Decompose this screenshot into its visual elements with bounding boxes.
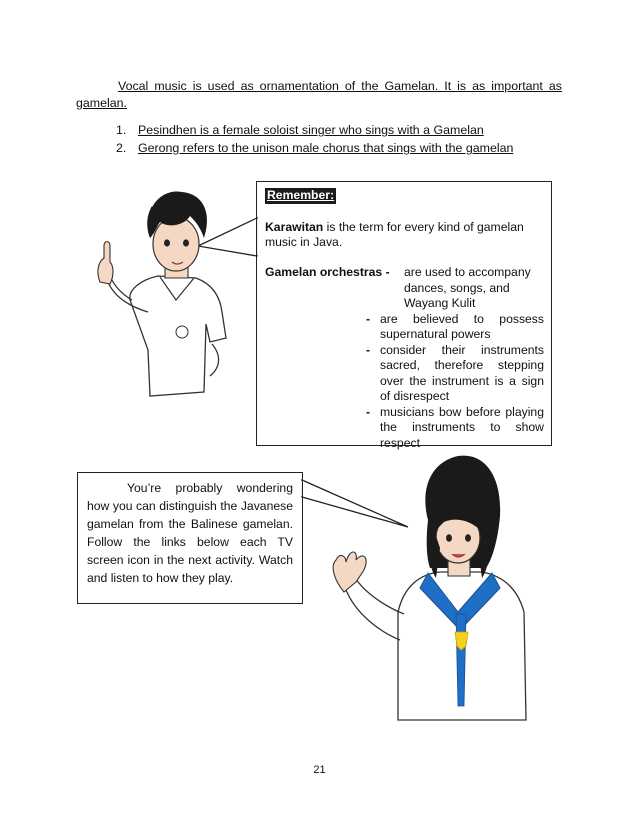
karawitan-text: is the term for every kind of gamelan music in Java. bbox=[265, 219, 524, 249]
orchestras-term: Gamelan orchestras - bbox=[265, 264, 390, 279]
orchestras-bullet bbox=[264, 405, 548, 452]
karawitan-term: Karawitan bbox=[265, 219, 324, 234]
girl-illustration bbox=[333, 456, 526, 720]
bubble-tail bbox=[302, 480, 408, 527]
boy-illustration bbox=[98, 192, 226, 396]
bullet-text: musicians bow before playing the instruments to show respect bbox=[380, 404, 544, 450]
speech-bubble: You’re probably wondering how you can distinguish the Javanese gamelan from the Balinese gamelan. Follow the links below each TV screen icon in the next activity. Watch and listen to how they play. bbox=[77, 472, 303, 604]
vocal-list bbox=[116, 121, 513, 157]
remember-title: Remember: bbox=[267, 188, 335, 202]
list-item bbox=[116, 121, 513, 139]
list-number: 2. bbox=[116, 141, 127, 155]
orchestras-details bbox=[264, 265, 548, 451]
bullet-text: are believed to possess supernatural powers bbox=[380, 311, 544, 341]
orchestras-first-text: are used to accompany dances, songs, and Wayang Kulit bbox=[404, 265, 531, 310]
orchestras-bullet bbox=[264, 312, 548, 343]
bullet-dash: - bbox=[365, 342, 370, 357]
list-item bbox=[116, 139, 513, 157]
orchestras-first-row bbox=[264, 265, 548, 312]
list-number: 1. bbox=[116, 123, 127, 137]
intro-paragraph: Vocal music is used as ornamentation of the Gamelan. It is as important as gamelan. bbox=[76, 79, 562, 110]
bullet-dash: - bbox=[365, 404, 370, 419]
orchestras-bullet bbox=[264, 343, 548, 405]
page-number: 21 bbox=[313, 764, 326, 776]
list-text: Gerong refers to the unison male chorus that sings with the gamelan bbox=[138, 141, 514, 155]
bullet-dash: - bbox=[365, 311, 370, 326]
karawitan-definition bbox=[265, 220, 543, 251]
list-text: Pesindhen is a female soloist singer who sings with a Gamelan bbox=[138, 123, 484, 137]
bullet-text: consider their instruments sacred, therefore stepping over the instrument is a sign of disrespect bbox=[380, 342, 544, 403]
